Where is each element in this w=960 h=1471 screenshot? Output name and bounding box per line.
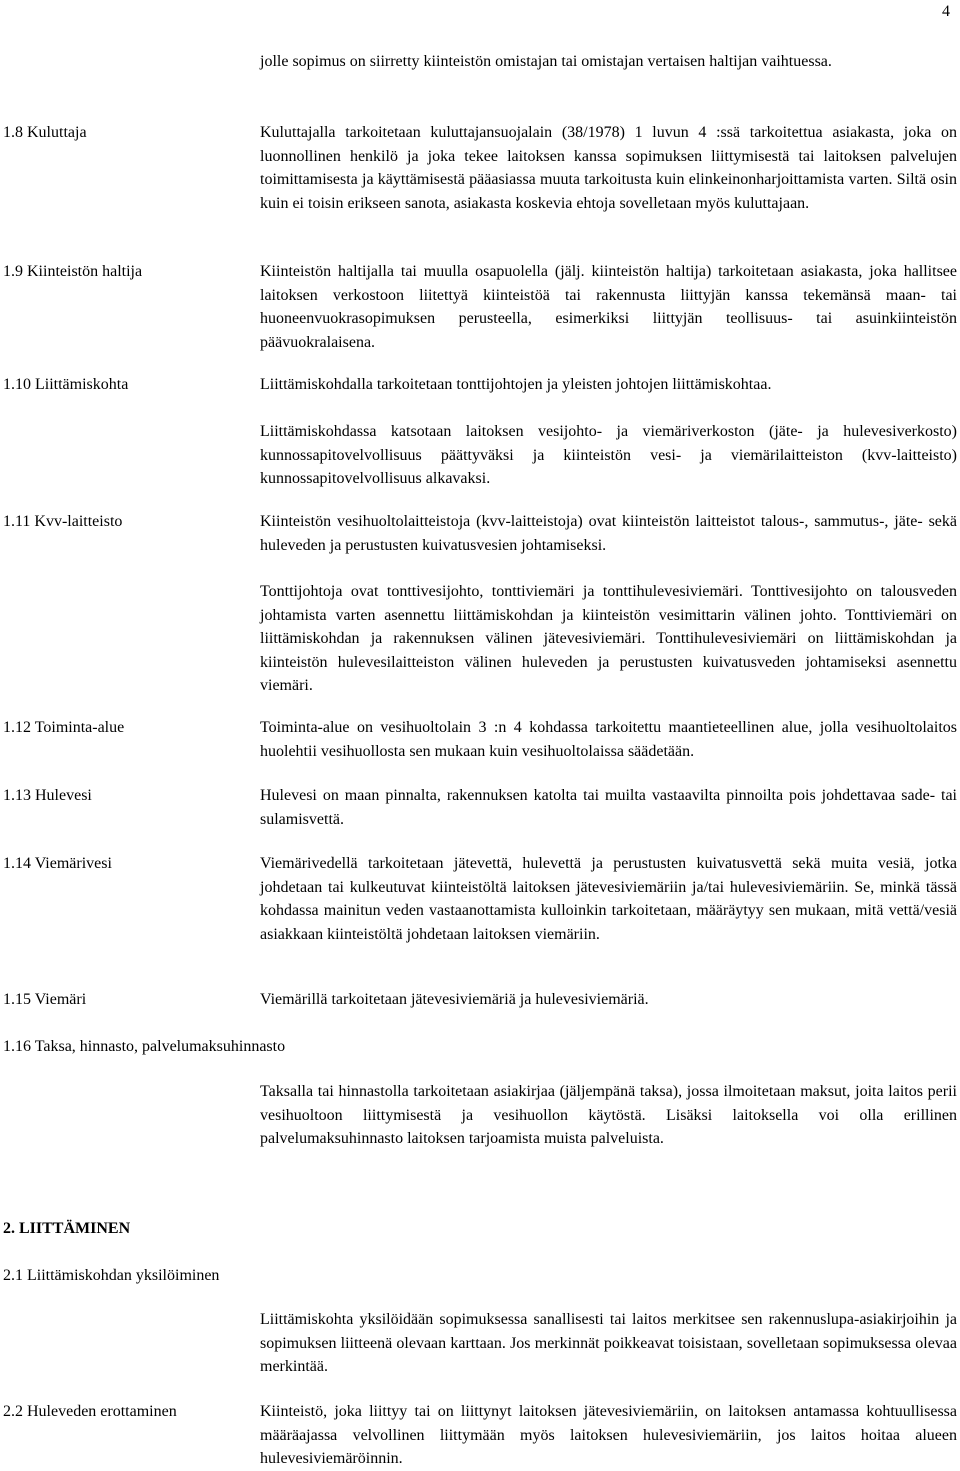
- term-label: 1.15 Viemäri: [3, 991, 87, 1008]
- definition-text: Viemärillä tarkoitetaan jätevesiviemäriä ja hulevesiviemäriä.: [260, 991, 649, 1008]
- term-label: 1.16 Taksa, hinnasto, palvelumaksuhinnasto: [3, 1038, 286, 1055]
- term-label: 2.2 Huleveden erottaminen: [3, 1403, 177, 1420]
- definition-text: Toiminta-alue on vesihuoltolain 3 :n 4 kohdassa tarkoitettu maantieteellinen alue, jolla vesihuoltolaitos huolehtii vesihuollosta sen mukaan kuin vesihuoltolaissa säädetään.: [260, 719, 957, 760]
- definition-text: Tonttijohtoja ovat tonttivesijohto, tonttiviemäri ja tonttihulevesiviemäri. Tonttivesijohto on talousveden johtamista varten asennettu liittämiskohdan ja kiinteistön vesimittarin välinen johto. Tonttiviemäri on liittämiskohdan ja rakennuksen välinen jätevesiviemäri. Tonttihulevesiviemäri on liittämiskohdan ja kiinteistön hulevesilaitteiston välinen huleveden ja perustusten kuivatusveden johtamiseksi asennettu viemäri.: [260, 583, 957, 694]
- term-label: 2.1 Liittämiskohdan yksilöiminen: [3, 1267, 220, 1284]
- term-label: 1.13 Hulevesi: [3, 787, 92, 804]
- term-label: 1.11 Kvv-laitteisto: [3, 513, 123, 530]
- term-label: 1.14 Viemärivesi: [3, 855, 112, 872]
- term-label: 1.8 Kuluttaja: [3, 124, 87, 141]
- term-label: 1.9 Kiinteistön haltija: [3, 263, 143, 280]
- continuation-text: jolle sopimus on siirretty kiinteistön omistajan tai omistajan vertaisen haltijan vaihtuessa.: [260, 53, 832, 70]
- definition-text: Kiinteistön haltijalla tai muulla osapuolella (jälj. kiinteistön haltija) tarkoitetaan asiakasta, joka hallitsee laitoksen verkostoon liitettyä kiinteistöä tai rakennusta liittyjän kanssa tekemänsä maan- tai huoneenvuokrasopimuksen perusteella, esimerkiksi liittyjän teollisuus- tai asuinkiinteistön päävuokralaisena.: [260, 263, 957, 351]
- definition-text: Liittämiskohdassa katsotaan laitoksen vesijohto- ja viemäriverkoston (jäte- ja hulevesiverkosto) kunnossapitovelvollisuus päättyväksi ja kiinteistön vesi- ja viemärilaitteiston (kvv-laitteisto) kunnossapitovelvollisuus alkavaksi.: [260, 423, 957, 487]
- definition-text: Kiinteistön vesihuoltolaitteistoja (kvv-laitteistoja) ovat kiinteistön laitteistot talous-, sammutus-, jäte- sekä huleveden ja perustusten kuivatusvesien johtamiseksi.: [260, 513, 957, 554]
- section-heading: 2. LIITTÄMINEN: [3, 1220, 131, 1237]
- page-number: 4: [942, 3, 950, 20]
- definition-text: Liittämiskohdalla tarkoitetaan tonttijohtojen ja yleisten johtojen liittämiskohtaa.: [260, 376, 772, 393]
- definition-text: Taksalla tai hinnastolla tarkoitetaan asiakirjaa (jäljempänä taksa), jossa ilmoitetaan maksut, joita laitos perii vesihuoltoon liittymisestä ja vesihuollon käytöstä. Lisäksi laitoksella voi olla erillinen palvelumaksuhinnasto laitoksen tarjoamista muista palveluista.: [260, 1083, 957, 1147]
- definition-text: Kiinteistö, joka liittyy tai on liittynyt laitoksen jätevesiviemäriin, on laitoksen antamassa kohtuullisessa määräajassa velvollinen liittymään myös laitoksen hulevesiviemäriin, jos laitos hoitaa alueen hulevesiviemäröinnin.: [260, 1403, 957, 1467]
- definition-text: Kuluttajalla tarkoitetaan kuluttajansuojalain (38/1978) 1 luvun 4 :ssä tarkoitettua asiakasta, joka on luonnollinen henkilö ja joka tekee laitoksen kanssa sopimuksen liittymisestä tai laitoksen palvelujen toimittamisesta ja käyttämisestä pääasiassa muuta tarkoitusta kuin elinkeinonharjoittamista varten. Siltä osin kuin ei toisin erikseen sanota, asiakasta koskevia ehtoja sovelletaan myös kuluttajaan.: [260, 124, 957, 212]
- term-label: 1.10 Liittämiskohta: [3, 376, 129, 393]
- definition-text: Viemärivedellä tarkoitetaan jätevettä, hulevettä ja perustusten kuivatusvettä sekä muita vesiä, jotka johdetaan tai kulkeutuvat kiinteistöltä laitoksen jätevesiviemäriin ja/tai hulevesiviemäriin. Se, minkä tässä kohdassa mainitun veden vastaanottamista kulloinkin tarkoitetaan, määräytyy sen mukaan, mitä vettä/vesiä asiakkaan kiinteistöltä johdetaan laitoksen viemäriin.: [260, 855, 957, 943]
- definition-text: Hulevesi on maan pinnalta, rakennuksen katolta tai muilta vastaavilta pinnoilta pois johdettavaa sade- tai sulamisvettä.: [260, 787, 957, 828]
- definition-text: Liittämiskohta yksilöidään sopimuksessa sanallisesti tai laitos merkitsee sen rakennuslupa-asiakirjoihin ja sopimuksen liitteenä olevaan karttaan. Jos merkinnät poikkeavat toisistaan, sovelletaan sopimuksessa olevaa merkintää.: [260, 1311, 957, 1375]
- term-label: 1.12 Toiminta-alue: [3, 719, 125, 736]
